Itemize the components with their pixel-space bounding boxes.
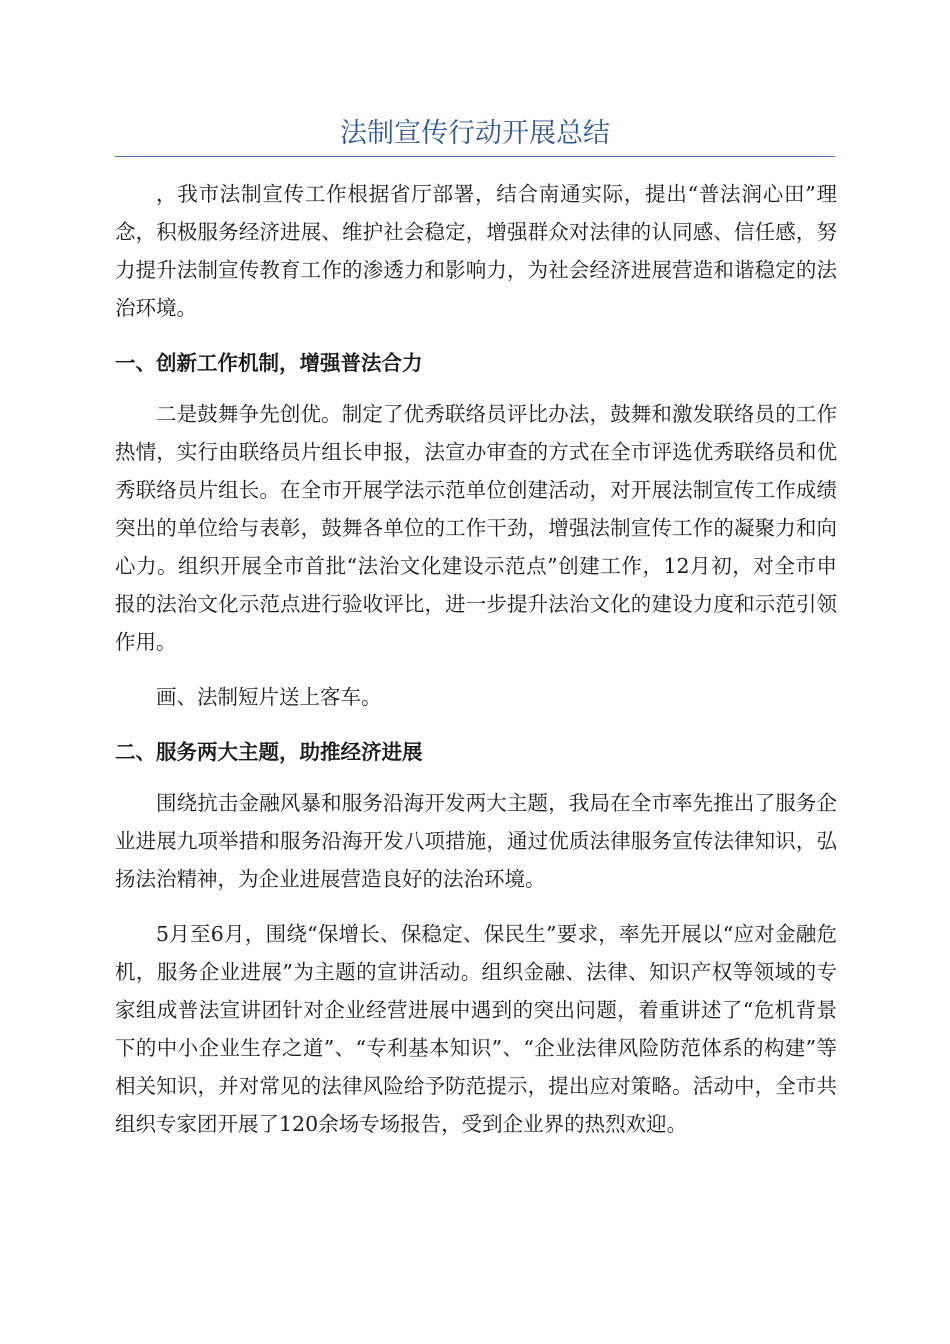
section-1-paragraph-2: 画、法制短片送上客车。 bbox=[156, 685, 382, 709]
section-heading-2: 二、服务两大主题，助推经济进展 bbox=[115, 740, 423, 764]
document-title: 法制宣传行动开展总结 bbox=[115, 112, 835, 157]
intro-paragraph: ，我市法制宣传工作根据省厅部署，结合南通实际，提出“普法润心田”理念，积极服务经济进展、维护社会稳定，增强群众对法律的认同感、信任感，努力提升法制宣传教育工作的渗透力和影响力，为社会经济进展营造和谐稳定的法治环境。 bbox=[115, 182, 837, 320]
section-2-paragraph-1: 围绕抗击金融风暴和服务沿海开发两大主题，我局在全市率先推出了服务企业进展九项举措和服务沿海开发八项措施，通过优质法律服务宣传法律知识，弘扬法治精神，为企业进展营造良好的法治环境。 bbox=[115, 791, 837, 891]
section-heading-1: 一、创新工作机制，增强普法合力 bbox=[115, 351, 423, 375]
section-1-paragraph-1: 二是鼓舞争先创优。制定了优秀联络员评比办法，鼓舞和激发联络员的工作热情，实行由联络员片组长申报，法宣办审查的方式在全市评选优秀联络员和优秀联络员片组长。在全市开展学法示范单位创建活动，对开展法制宣传工作成绩突出的单位给与表彰，鼓舞各单位的工作干劲，增强法制宣传工作的凝聚力和向心力。组织开展全市首批“法治文化建设示范点”创建工作，12月初，对全市申报的法治文化示范点进行验收评比，进一步提升法治文化的建设力度和示范引领作用。 bbox=[115, 402, 837, 654]
document-body bbox=[115, 175, 837, 1160]
section-2-paragraph-2: 5月至6月，围绕“保增长、保稳定、保民生”要求，率先开展以“应对金融危机，服务企业进展”为主题的宣讲活动。组织金融、法律、知识产权等领域的专家组成普法宣讲团针对企业经营进展中遇到的突出问题，着重讲述了“危机背景下的中小企业生存之道”、“专利基本知识”、“企业法律风险防范体系的构建”等相关知识，并对常见的法律风险给予防范提示，提出应对策略。活动中，全市共组织专家团开展了120余场专场报告，受到企业界的热烈欢迎。 bbox=[115, 922, 837, 1136]
